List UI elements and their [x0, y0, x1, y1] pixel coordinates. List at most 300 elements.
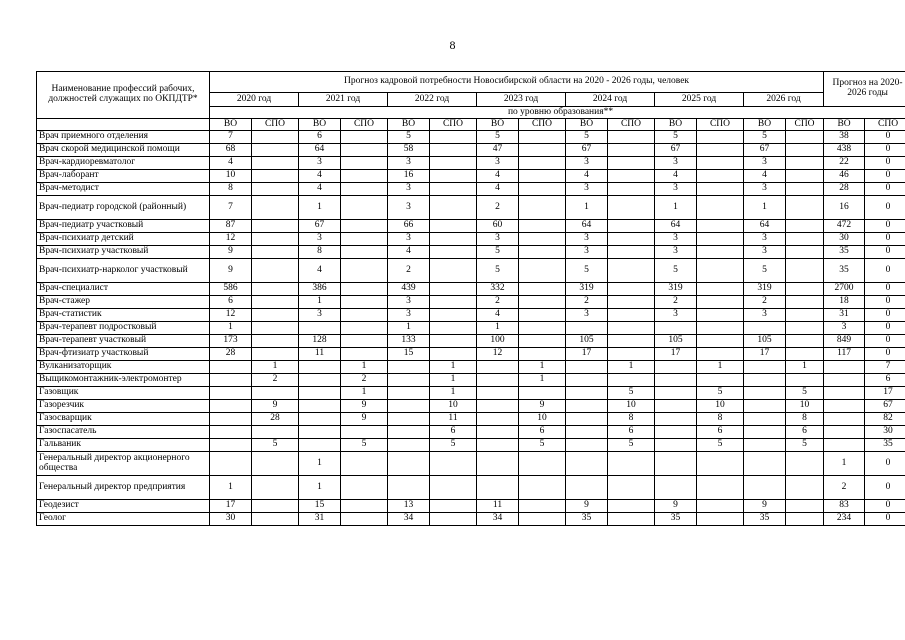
table-cell: [697, 374, 744, 387]
table-cell: 10: [697, 400, 744, 413]
table-cell: 22: [824, 157, 865, 170]
table-cell: [430, 220, 477, 233]
table-cell: [608, 335, 655, 348]
table-cell: [430, 233, 477, 246]
table-cell: [477, 452, 519, 476]
table-cell: 2: [824, 476, 865, 500]
table-cell: 3: [655, 246, 697, 259]
table-cell: 472: [824, 220, 865, 233]
table-cell: 128: [299, 335, 341, 348]
table-cell: 8: [608, 413, 655, 426]
table-cell: [655, 400, 697, 413]
table-cell: 64: [655, 220, 697, 233]
profession-name: Гальваник: [37, 439, 210, 452]
table-cell: [519, 476, 566, 500]
table-cell: 31: [299, 513, 341, 526]
table-cell: [655, 413, 697, 426]
table-cell: [566, 452, 608, 476]
table-cell: 8: [299, 246, 341, 259]
table-cell: [519, 144, 566, 157]
table-cell: 7: [865, 361, 905, 374]
profession-name: Врач-педиатр участковый: [37, 220, 210, 233]
table-cell: [519, 131, 566, 144]
table-cell: [388, 361, 430, 374]
table-cell: [786, 157, 824, 170]
table-cell: [697, 259, 744, 283]
table-cell: 2700: [824, 283, 865, 296]
table-row: [37, 348, 905, 361]
table-cell: [697, 452, 744, 476]
table-cell: 64: [744, 220, 786, 233]
table-cell: 9: [210, 259, 252, 283]
table-cell: [252, 296, 299, 309]
table-cell: 5: [430, 439, 477, 452]
table-cell: 30: [865, 426, 905, 439]
table-cell: [341, 309, 388, 322]
table-row: [37, 309, 905, 322]
table-cell: 35: [865, 439, 905, 452]
table-cell: 1: [299, 196, 341, 220]
table-cell: 1: [824, 452, 865, 476]
table-cell: [519, 183, 566, 196]
table-cell: [299, 413, 341, 426]
table-cell: 586: [210, 283, 252, 296]
table-cell: 10: [519, 413, 566, 426]
table-cell: [786, 476, 824, 500]
table-cell: 319: [744, 283, 786, 296]
table-cell: 67: [865, 400, 905, 413]
profession-name: Врач-специалист: [37, 283, 210, 296]
table-cell: [430, 196, 477, 220]
table-cell: 4: [655, 170, 697, 183]
table-cell: 17: [744, 348, 786, 361]
profession-name: Выщикомонтажник-электромонтер: [37, 374, 210, 387]
table-cell: 58: [388, 144, 430, 157]
table-cell: 7: [210, 131, 252, 144]
table-cell: 0: [865, 476, 905, 500]
table-cell: [786, 309, 824, 322]
table-cell: 1: [210, 476, 252, 500]
table-cell: [608, 233, 655, 246]
table-cell: [655, 361, 697, 374]
table-cell: 64: [299, 144, 341, 157]
table-cell: 0: [865, 233, 905, 246]
table-cell: 5: [786, 439, 824, 452]
table-row: [37, 335, 905, 348]
table-cell: 6: [865, 374, 905, 387]
table-cell: 18: [824, 296, 865, 309]
table-cell: 17: [655, 348, 697, 361]
table-cell: 12: [210, 233, 252, 246]
table-cell: [341, 170, 388, 183]
table-cell: [786, 335, 824, 348]
table-cell: 3: [566, 246, 608, 259]
table-cell: 4: [477, 170, 519, 183]
table-cell: 3: [655, 233, 697, 246]
table-cell: 3: [388, 157, 430, 170]
table-cell: [608, 259, 655, 283]
table-cell: 8: [210, 183, 252, 196]
table-row: [37, 283, 905, 296]
table-cell: 0: [865, 183, 905, 196]
profession-name: Геолог: [37, 513, 210, 526]
table-cell: 3: [388, 309, 430, 322]
profession-name: Врач скорой медицинской помощи: [37, 144, 210, 157]
header-subcolumns: [37, 119, 905, 131]
table-cell: 3: [655, 157, 697, 170]
table-cell: 28: [210, 348, 252, 361]
table-cell: 9: [341, 413, 388, 426]
table-cell: [252, 283, 299, 296]
table-cell: 173: [210, 335, 252, 348]
table-cell: [786, 348, 824, 361]
table-cell: 9: [210, 246, 252, 259]
table-cell: [299, 374, 341, 387]
table-cell: [252, 426, 299, 439]
table-cell: [252, 513, 299, 526]
table-cell: 16: [824, 196, 865, 220]
table-cell: 5: [786, 387, 824, 400]
table-cell: 3: [744, 309, 786, 322]
table-cell: 1: [519, 361, 566, 374]
header-year: 2020 год: [210, 93, 299, 107]
header-spo: СПО: [519, 119, 566, 131]
table-cell: [388, 476, 430, 500]
table-cell: 319: [566, 283, 608, 296]
table-cell: [697, 348, 744, 361]
table-cell: [299, 387, 341, 400]
table-cell: [697, 157, 744, 170]
table-cell: 5: [608, 439, 655, 452]
table-cell: [477, 361, 519, 374]
table-cell: 3: [566, 233, 608, 246]
table-cell: [430, 259, 477, 283]
table-cell: [824, 387, 865, 400]
table-cell: [430, 296, 477, 309]
table-cell: 15: [388, 348, 430, 361]
table-cell: 105: [566, 335, 608, 348]
table-cell: 2: [477, 196, 519, 220]
table-row: [37, 513, 905, 526]
table-cell: [477, 476, 519, 500]
table-cell: [655, 452, 697, 476]
table-cell: [519, 246, 566, 259]
table-cell: [388, 387, 430, 400]
table-row: [37, 233, 905, 246]
table-cell: 67: [744, 144, 786, 157]
staffing-forecast-table: [36, 71, 905, 526]
table-row: [37, 500, 905, 513]
table-cell: [341, 322, 388, 335]
table-cell: [519, 309, 566, 322]
table-cell: 2: [388, 259, 430, 283]
table-cell: 0: [865, 246, 905, 259]
table-cell: [341, 246, 388, 259]
header-education-level: по уровню образования**: [210, 107, 905, 119]
header-total-forecast: Прогноз на 2020-2026 годы: [824, 72, 905, 107]
table-cell: 35: [655, 513, 697, 526]
table-cell: 1: [744, 196, 786, 220]
table-cell: [210, 452, 252, 476]
table-cell: 3: [744, 183, 786, 196]
table-cell: [519, 233, 566, 246]
table-cell: [608, 183, 655, 196]
table-cell: 9: [655, 500, 697, 513]
table-row: [37, 220, 905, 233]
table-cell: 11: [299, 348, 341, 361]
table-cell: [252, 259, 299, 283]
header-spo: СПО: [608, 119, 655, 131]
table-cell: 5: [744, 259, 786, 283]
table-cell: 9: [252, 400, 299, 413]
table-row: [37, 296, 905, 309]
table-cell: 5: [655, 131, 697, 144]
table-cell: 438: [824, 144, 865, 157]
table-cell: [655, 439, 697, 452]
table-cell: 2: [252, 374, 299, 387]
table-cell: 3: [299, 309, 341, 322]
table-cell: 133: [388, 335, 430, 348]
table-cell: 0: [865, 259, 905, 283]
table-cell: 6: [430, 426, 477, 439]
table-cell: [786, 233, 824, 246]
table-cell: [786, 259, 824, 283]
table-cell: [252, 220, 299, 233]
profession-name: Врач-терапевт участковый: [37, 335, 210, 348]
table-cell: [519, 220, 566, 233]
table-cell: [252, 335, 299, 348]
table-cell: 3: [566, 183, 608, 196]
table-cell: [388, 426, 430, 439]
table-cell: 3: [477, 157, 519, 170]
table-cell: 35: [824, 246, 865, 259]
table-cell: 332: [477, 283, 519, 296]
table-cell: [608, 374, 655, 387]
table-cell: [519, 322, 566, 335]
table-row: [37, 476, 905, 500]
table-cell: 1: [566, 196, 608, 220]
table-row: [37, 259, 905, 283]
profession-name: Газоспасатель: [37, 426, 210, 439]
table-cell: 0: [865, 144, 905, 157]
table-cell: 2: [566, 296, 608, 309]
table-cell: [786, 131, 824, 144]
table-cell: [655, 426, 697, 439]
table-cell: 4: [210, 157, 252, 170]
table-cell: 2: [744, 296, 786, 309]
table-cell: [519, 335, 566, 348]
table-cell: [388, 374, 430, 387]
table-cell: [786, 283, 824, 296]
table-cell: [608, 309, 655, 322]
header-year: 2025 год: [655, 93, 744, 107]
table-cell: [744, 413, 786, 426]
table-cell: 0: [865, 513, 905, 526]
table-cell: 2: [655, 296, 697, 309]
table-cell: 3: [388, 196, 430, 220]
table-cell: [608, 196, 655, 220]
header-year: 2023 год: [477, 93, 566, 107]
table-cell: [655, 476, 697, 500]
table-cell: 386: [299, 283, 341, 296]
table-cell: [608, 157, 655, 170]
header-vo: ВО: [655, 119, 697, 131]
table-cell: [477, 374, 519, 387]
profession-name: Врач-психиатр детский: [37, 233, 210, 246]
table-cell: 0: [865, 283, 905, 296]
table-cell: [608, 513, 655, 526]
table-cell: 0: [865, 335, 905, 348]
profession-name: Врач-кардиоревматолог: [37, 157, 210, 170]
table-cell: 5: [477, 131, 519, 144]
table-cell: 5: [608, 387, 655, 400]
table-row: [37, 413, 905, 426]
table-cell: [655, 387, 697, 400]
header-vo: ВО: [299, 119, 341, 131]
table-cell: [210, 426, 252, 439]
table-cell: [388, 439, 430, 452]
table-cell: 82: [865, 413, 905, 426]
table-cell: 67: [299, 220, 341, 233]
table-cell: 6: [786, 426, 824, 439]
header-year: 2022 год: [388, 93, 477, 107]
table-cell: 1: [299, 476, 341, 500]
table-cell: 6: [210, 296, 252, 309]
table-cell: 30: [210, 513, 252, 526]
table-body: [37, 131, 905, 526]
table-cell: [430, 500, 477, 513]
table-cell: 1: [430, 361, 477, 374]
profession-name: Газосварщик: [37, 413, 210, 426]
table-cell: 28: [824, 183, 865, 196]
table-cell: [744, 452, 786, 476]
table-cell: [299, 400, 341, 413]
table-cell: 439: [388, 283, 430, 296]
table-cell: [430, 335, 477, 348]
header-forecast-title: Прогноз кадровой потребности Новосибирской области на 2020 - 2026 годы, человек: [210, 72, 824, 93]
table-cell: [252, 196, 299, 220]
profession-name: Врач-статистик: [37, 309, 210, 322]
table-cell: 5: [744, 131, 786, 144]
table-cell: [608, 220, 655, 233]
table-cell: [252, 309, 299, 322]
table-cell: 4: [388, 246, 430, 259]
header-vo: ВО: [210, 119, 252, 131]
table-cell: 68: [210, 144, 252, 157]
profession-name: Генеральный директор акционерного общества: [37, 452, 210, 476]
table-cell: [252, 233, 299, 246]
table-cell: 5: [566, 259, 608, 283]
table-cell: [608, 170, 655, 183]
table-cell: [252, 183, 299, 196]
table-cell: [430, 131, 477, 144]
table-cell: [697, 144, 744, 157]
table-cell: 16: [388, 170, 430, 183]
table-cell: [697, 296, 744, 309]
table-cell: [744, 476, 786, 500]
table-cell: 0: [865, 348, 905, 361]
table-cell: [697, 335, 744, 348]
table-cell: [786, 452, 824, 476]
table-cell: [252, 246, 299, 259]
table-cell: 0: [865, 452, 905, 476]
table-cell: 12: [477, 348, 519, 361]
table-cell: [341, 220, 388, 233]
table-cell: [341, 131, 388, 144]
table-row: [37, 439, 905, 452]
table-cell: [519, 387, 566, 400]
table-cell: [252, 131, 299, 144]
table-cell: 3: [388, 233, 430, 246]
table-cell: [786, 322, 824, 335]
table-cell: [430, 452, 477, 476]
table-cell: 28: [252, 413, 299, 426]
header-vo: ВО: [477, 119, 519, 131]
profession-name: Врач-стажер: [37, 296, 210, 309]
table-cell: [786, 170, 824, 183]
table-cell: [430, 170, 477, 183]
header-spo: СПО: [865, 119, 905, 131]
table-cell: [299, 361, 341, 374]
table-cell: [608, 500, 655, 513]
table-cell: [697, 246, 744, 259]
table-cell: [210, 374, 252, 387]
table-cell: 10: [430, 400, 477, 413]
table-cell: 47: [477, 144, 519, 157]
table-cell: 15: [299, 500, 341, 513]
table-cell: [210, 387, 252, 400]
table-cell: [697, 283, 744, 296]
profession-name: Врач-педиатр городской (районный): [37, 196, 210, 220]
table-row: [37, 157, 905, 170]
header-vo: ВО: [744, 119, 786, 131]
table-cell: 9: [566, 500, 608, 513]
table-cell: [388, 413, 430, 426]
table-cell: [252, 348, 299, 361]
table-cell: [430, 246, 477, 259]
table-cell: [210, 439, 252, 452]
table-cell: [430, 183, 477, 196]
table-cell: 87: [210, 220, 252, 233]
table-cell: 3: [744, 157, 786, 170]
table-row: [37, 387, 905, 400]
table-cell: 1: [430, 387, 477, 400]
table-cell: [608, 452, 655, 476]
table-row: [37, 183, 905, 196]
table-cell: [252, 387, 299, 400]
table-cell: [697, 220, 744, 233]
header-spo: СПО: [697, 119, 744, 131]
table-cell: [252, 157, 299, 170]
table-cell: [388, 400, 430, 413]
table-cell: 319: [655, 283, 697, 296]
table-cell: 6: [697, 426, 744, 439]
table-cell: [744, 322, 786, 335]
table-row: [37, 144, 905, 157]
table-cell: 1: [697, 361, 744, 374]
table-cell: 35: [744, 513, 786, 526]
table-cell: 5: [566, 131, 608, 144]
table-cell: [341, 348, 388, 361]
table-cell: 5: [519, 439, 566, 452]
table-cell: 3: [299, 233, 341, 246]
table-cell: [519, 452, 566, 476]
table-cell: [566, 476, 608, 500]
table-cell: 64: [566, 220, 608, 233]
table-cell: 3: [388, 296, 430, 309]
table-cell: [744, 439, 786, 452]
table-cell: 3: [477, 233, 519, 246]
